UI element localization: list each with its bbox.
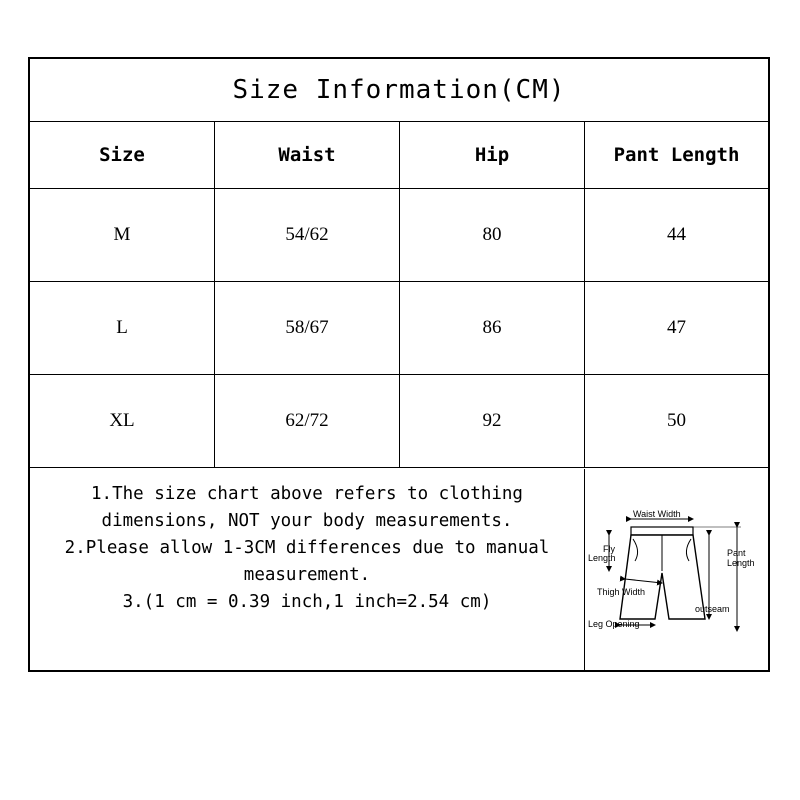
header-hip: Hip [400, 121, 585, 188]
cell-pant-length: 47 [667, 317, 686, 338]
header-size: Size [30, 121, 215, 188]
cell-hip: 80 [400, 189, 585, 281]
cell-pant-length: 50 [667, 410, 686, 431]
label-pant-length-1: Pant [727, 548, 746, 558]
chart-title: Size Information(CM) [30, 59, 768, 122]
note-3: 3.(1 cm = 0.39 inch,1 inch=2.54 cm) [122, 592, 492, 612]
cell-waist: 58/67 [215, 282, 400, 374]
cell-hip: 86 [400, 282, 585, 374]
header-pant-length: Pant Length [613, 143, 740, 166]
cell-waist: 54/62 [215, 189, 400, 281]
label-fly-length-1: Fly [603, 544, 615, 554]
size-table [30, 121, 768, 468]
note-1: 1.The size chart above refers to clothing dimensions, NOT your body measurements. [91, 484, 523, 531]
cell-size: M [30, 189, 215, 281]
shorts-measurement-diagram [585, 469, 768, 670]
cell-size: XL [30, 375, 215, 467]
size-chart [28, 57, 770, 672]
cell-hip: 92 [400, 375, 585, 467]
table-header-row [30, 121, 768, 189]
label-pant-length-2: Length [727, 558, 755, 568]
chart-footer [30, 469, 768, 670]
header-waist: Waist [215, 121, 400, 188]
label-waist-width: Waist Width [633, 509, 681, 519]
label-leg-opening: Leg Opening [588, 619, 640, 629]
table-row [30, 189, 768, 282]
cell-waist: 62/72 [215, 375, 400, 467]
cell-size: L [30, 282, 215, 374]
cell-pant-length: 44 [667, 224, 686, 245]
table-row [30, 282, 768, 375]
table-row [30, 375, 768, 468]
shorts-diagram-icon [585, 469, 768, 670]
label-fly-length-2: Length [588, 553, 616, 563]
size-notes [30, 469, 585, 670]
label-thigh-width: Thigh Width [597, 587, 646, 597]
note-2: 2.Please allow 1-3CM differences due to manual measurement. [64, 538, 550, 585]
label-outseam: outseam [695, 604, 730, 614]
